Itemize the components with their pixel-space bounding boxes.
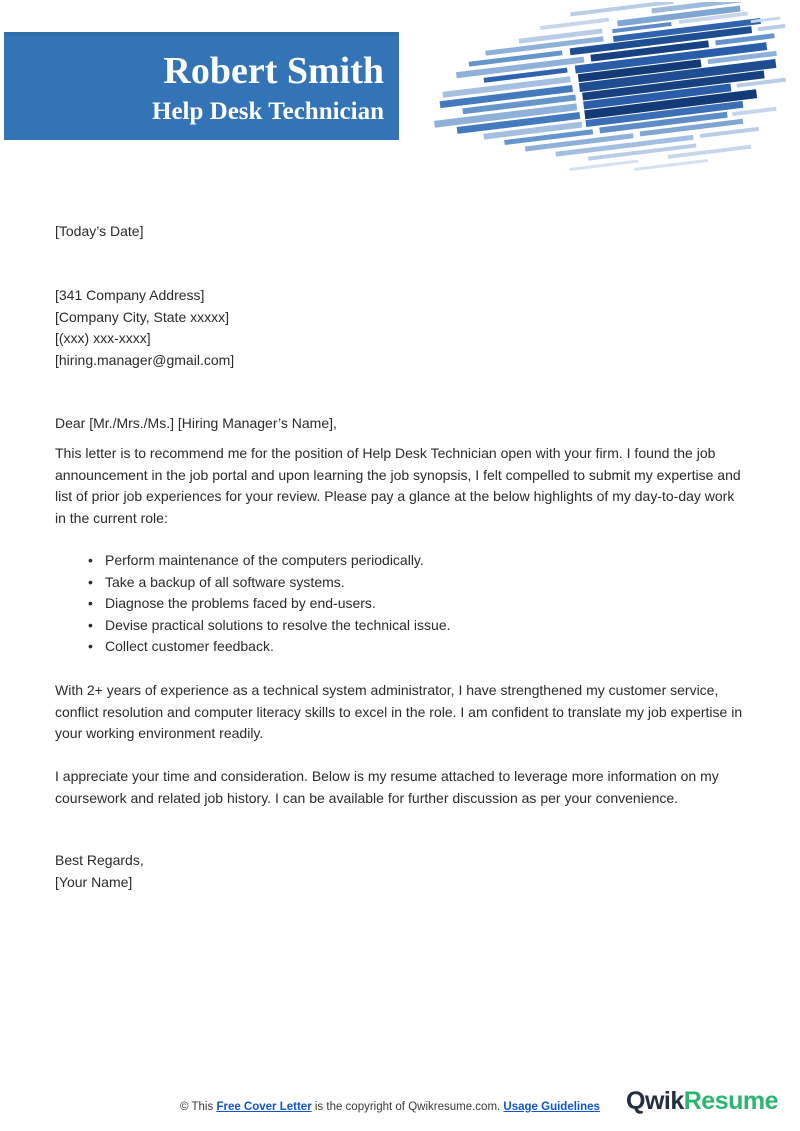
- logo-resume: Resume: [683, 1087, 779, 1115]
- bullet-item: • Take a backup of all software systems.: [55, 572, 747, 594]
- address-line: [341 Company Address]: [55, 287, 205, 303]
- candidate-title: Help Desk Technician: [152, 98, 384, 125]
- logo-qwik: Qwik: [626, 1087, 684, 1115]
- copyright-text: is the copyright of Qwikresume.com.: [314, 1101, 501, 1113]
- address-line: [(xxx) xxx-xxxx]: [55, 330, 151, 346]
- abstract-stripes-graphic: [430, 2, 795, 185]
- signature-placeholder: [Your Name]: [55, 873, 133, 890]
- letter-date: [Today’s Date]: [55, 223, 144, 239]
- usage-guidelines-link[interactable]: Usage Guidelines: [503, 1101, 600, 1113]
- candidate-name: Robert Smith: [163, 50, 384, 92]
- bullet-item: • Perform maintenance of the computers periodically.: [55, 550, 747, 572]
- bullet-item: • Diagnose the problems faced by end-users.: [55, 593, 747, 615]
- salutation: Dear [Mr./Mrs./Ms.] [Hiring Manager’s Name],: [55, 415, 337, 431]
- address-line: [hiring.manager@gmail.com]: [55, 351, 235, 368]
- closing-line: Best Regards,: [55, 852, 144, 868]
- address-line: [Company City, State xxxxx]: [55, 308, 230, 325]
- experience-paragraph: With 2+ years of experience as a technical system administrator, I have strengthened my customer service, conflict resolution and computer literacy skills to excel in the role. I am confident to translate my job expertise in your working environment readily.: [55, 682, 743, 741]
- bullet-item: • Collect customer feedback.: [55, 636, 747, 658]
- closing-block: [55, 850, 747, 893]
- address-block: [55, 285, 747, 371]
- qwikresume-logo: [626, 1087, 778, 1116]
- thanks-paragraph: I appreciate your time and consideration. Below is my resume attached to leverage more information on my coursework and related job history. I can be available for further discussion as per your convenience.: [55, 768, 719, 806]
- header-banner: [4, 32, 399, 140]
- copyright-text: © This: [180, 1101, 214, 1113]
- duties-bullet-list: [55, 550, 747, 658]
- free-cover-letter-link[interactable]: Free Cover Letter: [216, 1101, 312, 1113]
- intro-paragraph: This letter is to recommend me for the position of Help Desk Technician open with your firm. I found the job announcement in the job portal and upon learning the job synopsis, I felt compelled to submit my expertise and list of prior job experiences for your review. Please pay a glance at the below highlights of my day-to-day work in the current role:: [55, 445, 741, 526]
- bullet-item: • Devise practical solutions to resolve the technical issue.: [55, 615, 747, 637]
